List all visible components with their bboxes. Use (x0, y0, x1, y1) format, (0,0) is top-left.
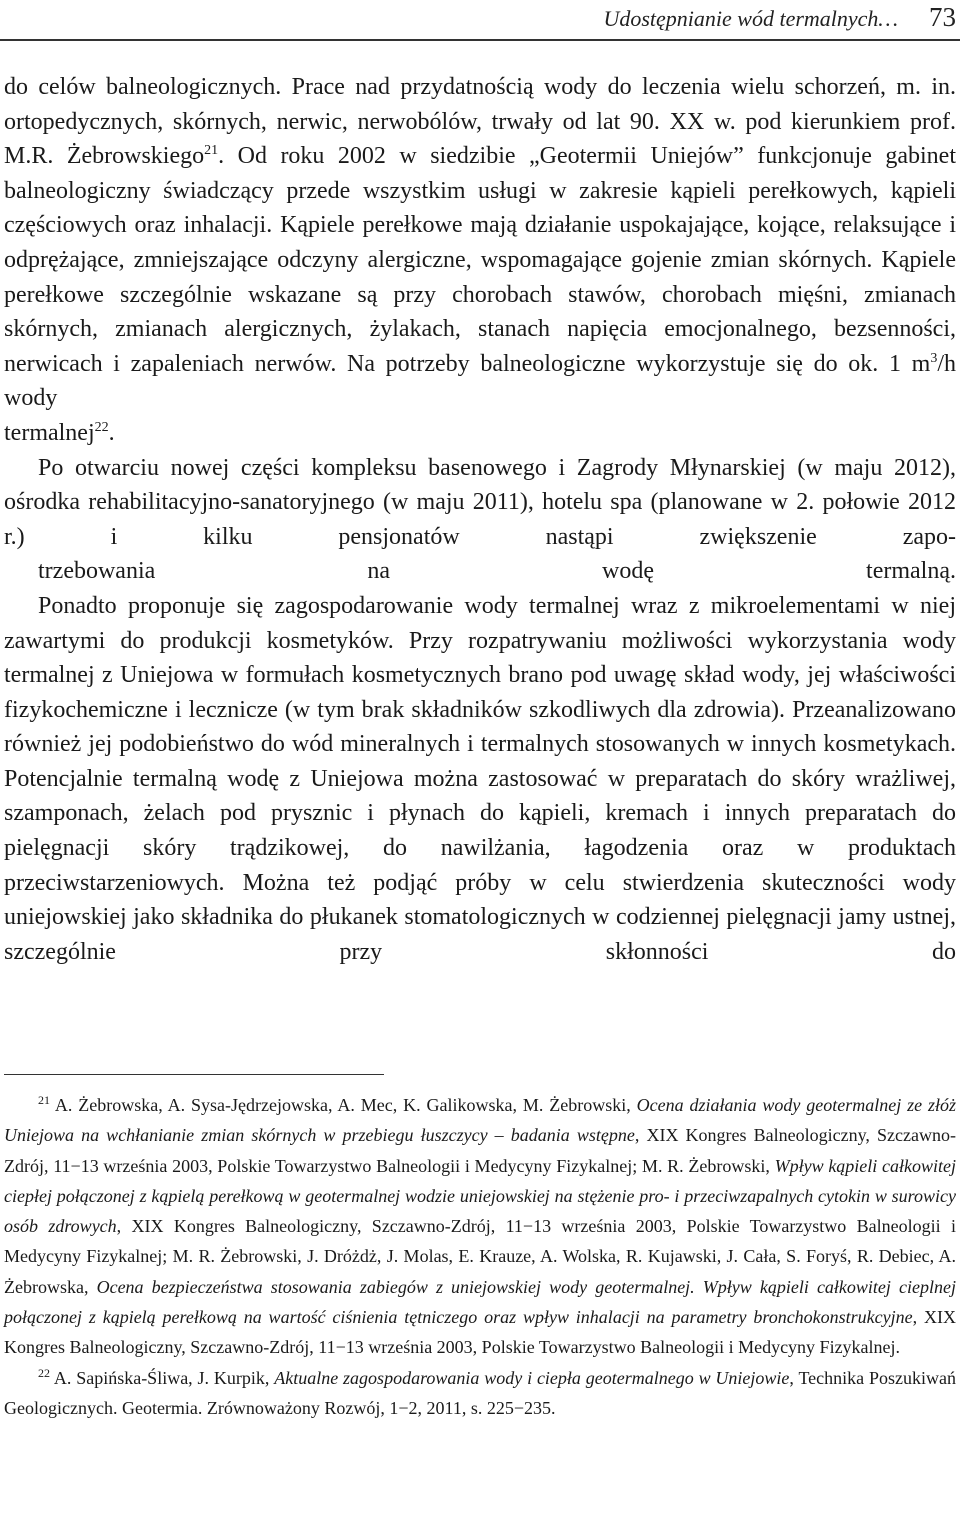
paragraph-1-text-c: /h wody (4, 350, 956, 412)
footnote-21-title-1: Ocena działania wody geotermalnej ze złóż Uniejowa na wchłanianie zmian skórnych w przebiegu łuszczycy – badania wstępne (4, 1095, 956, 1146)
paragraph-1-text-b: . Od roku 2002 w siedzibie „Geotermii Uniejów” funkcjonuje gabinet balneologiczny świadczący przede wszystkim usługi w zakresie kąpieli perełkowych, kąpieli częściowych oraz inhalacji. Kąpiele perełkowe mają działanie uspokajające, kojące, relaksujące i odprężające, zmniejszające odczyny alergiczne, wspomagające gojenie zmian skórnych. Kąpiele perełkowe szczególnie wskazane są przy chorobach stawów, chorobach mięśni, zmianach skórnych, zmianach alergicznych, żylakach, stanach napięcia emocjonalnego, bezsenności, nerwicach i zapaleniach nerwów. Na potrzeby balneologiczne wykorzystuje się do ok. 1 m (4, 143, 956, 377)
footnote-21-text-d: , XIX Kongres Balneologiczny, Szczawno-Zdrój, 11−13 września 2003, Polskie Towarzystwo Balneologii i Medycyny Fizykalnej. (4, 1307, 957, 1358)
header-rule (0, 39, 960, 41)
paragraph-1-text-a: do celów balneologicznych. Prace nad przydatnością wody do leczenia wielu schorzeń, m. in. ortopedycznych, skórnych, nerwic, nerwobólów, trwały od lat 90. XX w. pod kierunkiem prof. M.R. Żebrowskiego (4, 74, 956, 170)
footnote-ref-22[interactable]: 22 (94, 419, 109, 435)
running-header (0, 0, 960, 40)
footnote-21 (4, 1090, 956, 1363)
paragraph-2-text: Po otwarciu nowej części kompleksu basenowego i Zagrody Młynarskiej (w maju 2012), ośrodka rehabilitacyjno-sanatoryjnego (w maju 2011), hotelu spa (planowane w 2. połowie 2012 r.) i kilku pensjonatów nastąpi zwiększenie zapo- (4, 454, 956, 550)
footnote-21-title-2: Wpływ kąpieli całkowitej ciepłej połączonej z kąpielą perełkową w geotermalnej wodzie uniejowskiej na stężenie pro- i przeciwzapalnych cytokin w surowicy osób zdrowych (4, 1155, 956, 1237)
main-text (4, 70, 956, 969)
footnote-21-text-c: , XIX Kongres Balneologiczny, Szczawno-Zdrój, 11−13 września 2003, Polskie Towarzystwo Balneologii i Medycyny Fizykalnej; M. R. Żebrowski, J. Dróżdż, J. Molas, E. Krauze, A. Wolska, R. Kujawski, J. Cała, S. Foryś, R. Debiec, A. Żebrowska, (4, 1216, 956, 1297)
footnote-22-title: Aktualne zagospodarowania wody i ciepła geotermalnego w Uniejowie (274, 1367, 790, 1388)
footnote-21-authors: A. Żebrowska, A. Sysa-Jędrzejowska, A. Mec, K. Galikowska, M. Żebrowski, (50, 1095, 637, 1115)
footnote-rule (4, 1074, 384, 1075)
paragraph-1-last-word: termalnej (4, 419, 95, 446)
footnote-22-number: 22 (38, 1365, 50, 1380)
footnote-ref-21[interactable]: 21 (204, 143, 219, 159)
paragraph-1-last-line (4, 416, 956, 451)
paragraph-1-end: . (108, 419, 115, 446)
paragraph-1 (4, 70, 956, 451)
paragraph-3: Ponadto proponuje się zagospodarowanie wody termalnej wraz z mikroelementami w niej zawartymi do produkcji kosmetyków. Przy rozpatrywaniu możliwości wykorzystania wody termalnej z Uniejowa w formułach kosmetycznych brano pod uwagę skład wody, jej właściwości fizykochemiczne i lecznicze (w tym brak składników szkodliwych dla zdrowia). Przeanalizowano również jej podobieństwo do wód mineralnych i termalnych stosowanych w innych kosmetykach. Potencjalnie termalną wodę z Uniejowa można zastosować w preparatach do skóry wrażliwej, szamponach, żelach pod prysznic i płynach do kąpieli, kremach i innych preparatach do pielęgnacji skóry trądzikowej, do nawilżania, łagodzenia oraz w produktach przeciwstarzeniowych. Można też podjąć próby w celu stwierdzenia skuteczności wody uniejowskiej jako składnika do płukanek stomatologicznych w codziennej pielęgnacji jamy ustnej, szczególnie przy skłonności do (4, 592, 956, 965)
footnote-22-authors: A. Sapińska-Śliwa, J. Kurpik, (50, 1367, 275, 1388)
page-number: 73 (929, 2, 956, 32)
running-title: Udostępnianie wód termalnych… (603, 6, 898, 31)
footnotes (4, 1090, 956, 1423)
footnote-22-text-b: , Technika Poszukiwań Geologicznych. Geotermia. Zrównoważony Rozwój, 1−2, 2011, s. 225−235. (4, 1367, 956, 1418)
footnote-21-title-3: Ocena bezpieczeństwa stosowania zabiegów z uniejowskiej wody geotermalnej. Wpływ kąpieli całkowitej cieplnej połączonej z kąpielą perełkową na wartość ciśnienia tętniczego oraz wpływ inhalacji na parametry bronchokonstrukcyjne (4, 1276, 956, 1328)
superscript-3: 3 (930, 350, 938, 366)
footnote-22 (4, 1363, 956, 1424)
footnote-21-number: 21 (38, 1093, 50, 1107)
paragraph-2-last-line: trzebowania na wodę termalną. (38, 558, 956, 585)
paragraph-2 (4, 451, 956, 589)
footnote-21-text-b: , XIX Kongres Balneologiczny, Szczawno-Zdrój, 11−13 września 2003, Polskie Towarzystwo Balneologii i Medycyny Fizykalnej; M. R. Żebrowski, (4, 1125, 956, 1176)
